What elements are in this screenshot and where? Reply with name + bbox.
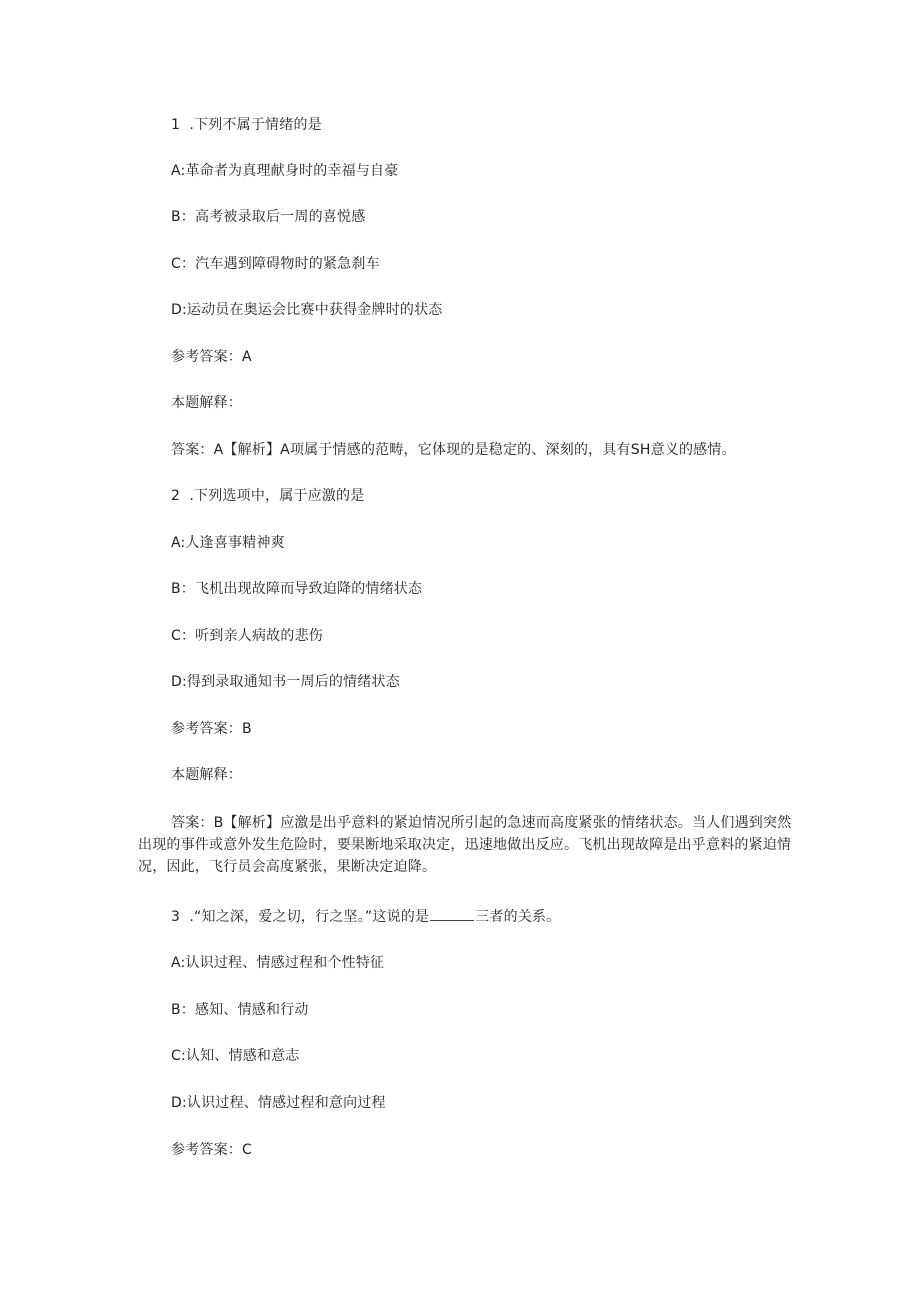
q2-answer: 参考答案：B	[171, 721, 252, 737]
q1-option-c: C：汽车遇到障碍物时的紧急刹车	[171, 256, 380, 272]
q3-answer: 参考答案：C	[171, 1142, 252, 1158]
q1-option-b: B：高考被录取后一周的喜悦感	[171, 209, 366, 225]
q2-option-c: C：听到亲人病故的悲伤	[171, 628, 323, 644]
q2-stem: 2 .下列选项中，属于应激的是	[171, 488, 365, 504]
q2-option-b: B：飞机出现故障而导致迫降的情绪状态	[171, 581, 423, 597]
q3-option-a: A:认识过程、情感过程和个性特征	[171, 955, 385, 971]
q3-stem	[171, 906, 560, 927]
q3-stem-after: 三者的关系。	[475, 909, 561, 925]
q2-explanation: 答案：B【解析】应激是出乎意料的紧迫情况所引起的急速而高度紧张的情绪状态。当人们遇到突然出现的事件或意外发生危险时，要果断地采取决定，迅速地做出反应。飞机出现故障是出乎意料的紧迫情况，因此，飞行员会高度紧张，果断决定迫降。	[138, 815, 792, 875]
q3-stem-before: 3 .“知之深，爱之切，行之坚。”这说的是	[171, 909, 430, 925]
q2-option-d: D:得到录取通知书一周后的情绪状态	[171, 674, 400, 690]
q3-option-b: B：感知、情感和行动	[171, 1002, 309, 1018]
q3-option-c: C:认知、情感和意志	[171, 1048, 300, 1064]
q1-explain-label: 本题解释：	[171, 395, 242, 411]
q1-option-d: D:运动员在奥运会比赛中获得金牌时的状态	[171, 302, 443, 318]
fill-in-blank	[430, 906, 474, 921]
q2-explain-label: 本题解释：	[171, 767, 242, 783]
q1-stem: 1 .下列不属于情绪的是	[171, 117, 322, 133]
q1-option-a: A:革命者为真理献身时的幸福与自豪	[171, 163, 399, 179]
q1-explanation: 答案：A【解析】A项属于情感的范畴，它体现的是稳定的、深刻的，具有SH意义的感情。	[171, 442, 736, 458]
q2-option-a: A:人逢喜事精神爽	[171, 535, 285, 551]
q1-answer: 参考答案：A	[171, 349, 252, 365]
q3-option-d: D:认识过程、情感过程和意向过程	[171, 1095, 386, 1111]
